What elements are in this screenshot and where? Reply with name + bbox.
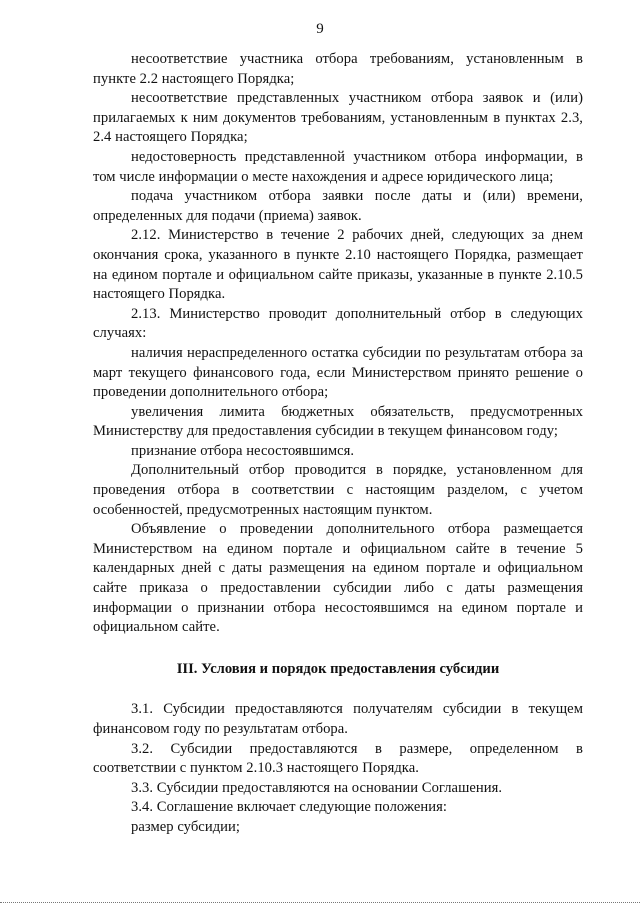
paragraph-3-4: 3.4. Соглашение включает следующие положения:	[131, 799, 447, 816]
paragraph-2-12: 2.12. Министерство в течение 2 рабочих дней, следующих за днем окончания срока, указанного в пункте 2.10 настоящего Порядка, размещает на едином портале и официальном сайте приказы, указанные в пункте 2.10.5 настоящего Порядка.	[93, 227, 583, 303]
page-bottom-edge	[0, 902, 640, 903]
paragraph-3-1: 3.1. Субсидии предоставляются получателям субсидии в текущем финансовом году по результатам отбора.	[93, 701, 583, 737]
paragraph-3-3: 3.3. Субсидии предоставляются на основании Соглашения.	[131, 779, 503, 796]
paragraph: несоответствие участника отбора требованиям, установленным в пункте 2.2 настоящего Порядка;	[93, 51, 583, 87]
paragraph: размер субсидии;	[131, 818, 240, 835]
paragraph-2-13: 2.13. Министерство проводит дополнительный отбор в следующих случаях:	[93, 305, 583, 342]
paragraph: Дополнительный отбор проводится в порядке, установленном для проведения отбора в соответствии с настоящим разделом, с учетом особенностей, предусмотренных настоящим пунктом.	[93, 462, 583, 518]
paragraph: недостоверность представленной участником отбора информации, в том числе информации о месте нахождения и адресе юридического лица;	[93, 148, 583, 185]
paragraph: несоответствие представленных участником отбора заявок и (или) прилагаемых к ним документов требованиям, установленным в пунктах 2.3, 2.4 настоящего Порядка;	[93, 90, 583, 146]
page-number: 9	[316, 21, 324, 37]
paragraph: Объявление о проведении дополнительного отбора размещается Министерством на едином портале и официальном сайте в течение 5 календарных дней с даты размещения на едином портале и официальном сайте приказа о предоставлении субсидии либо с даты размещения информации о признании отбора несостоявшимся на едином портале и официальном сайте.	[93, 521, 583, 636]
document-body	[93, 50, 583, 838]
paragraph: увеличения лимита бюджетных обязательств, предусмотренных Министерству для предоставления субсидии в текущем финансовом году;	[93, 403, 583, 440]
paragraph: признание отбора несостоявшимся.	[131, 442, 355, 459]
paragraph-3-2: 3.2. Субсидии предоставляются в размере, определенном в соответствии с пунктом 2.10.3 настоящего Порядка.	[93, 740, 583, 777]
paragraph: подача участником отбора заявки после даты и (или) времени, определенных для подачи (приема) заявок.	[93, 188, 583, 224]
section-heading: III. Условия и порядок предоставления субсидии	[176, 660, 500, 677]
paragraph: наличия нераспределенного остатка субсидии по результатам отбора за март текущего финансового года, если Министерством принято решение о проведении дополнительного отбора;	[93, 344, 583, 401]
